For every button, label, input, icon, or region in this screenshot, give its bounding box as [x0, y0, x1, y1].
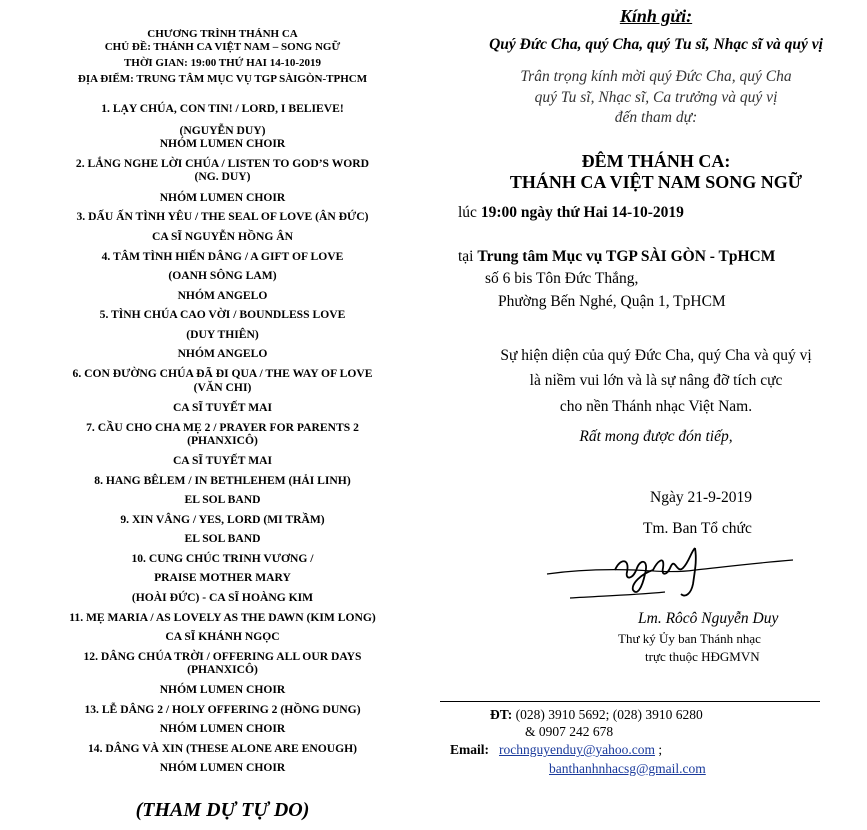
program-line: CA SĨ TUYẾT MAI: [172, 401, 273, 414]
program-line: 9. XIN VÂNG / YES, LORD (MI TRẦM): [120, 513, 325, 526]
presence-line: Sự hiện diện của quý Đức Cha, quý Cha và quý vị: [500, 347, 812, 364]
program-line: (HOÀI ĐỨC) - CA SĨ HOÀNG KIM: [131, 591, 314, 604]
time-prefix: lúc: [458, 204, 481, 221]
recipients: Quý Đức Cha, quý Cha, quý Tu sĩ, Nhạc sĩ và quý vị: [489, 36, 823, 53]
program-line: 13. LỄ DÂNG 2 / HOLY OFFERING 2 (HỒNG DUNG): [84, 703, 361, 716]
signature: [545, 540, 795, 610]
program-line: (VĂN CHI): [193, 381, 252, 394]
program-line: 14. DÂNG VÀ XIN (THESE ALONE ARE ENOUGH): [87, 742, 358, 755]
email-line: [450, 742, 662, 758]
phone-line: [490, 707, 703, 723]
presence-line: cho nền Thánh nhạc Việt Nam.: [559, 398, 753, 415]
program-line: 7. CẦU CHO CHA MẸ 2 / PRAYER FOR PARENTS 2: [86, 421, 359, 434]
program-header-time: THỜI GIAN: 19:00 THỨ HAI 14-10-2019: [123, 57, 322, 69]
signer-role: Thư ký Ủy ban Thánh nhạc: [618, 631, 761, 646]
place-prefix: tại: [458, 248, 478, 265]
event-subtitle: THÁNH CA VIỆT NAM SONG NGỮ: [509, 172, 803, 192]
email-separator: ;: [655, 742, 663, 757]
program-line: 4. TÂM TÌNH HIẾN DÂNG / A GIFT OF LOVE: [101, 250, 344, 263]
event-place: [458, 248, 775, 266]
free-entry-note: (THAM DỰ TỰ DO): [135, 799, 310, 821]
program-line: (DUY THIÊN): [186, 328, 259, 341]
program-line: (PHANXICÔ): [187, 434, 258, 447]
program-line: NHÓM LUMEN CHOIR: [159, 722, 286, 735]
program-line: 1. LẠY CHÚA, CON TIN! / LORD, I BELIEVE!: [101, 102, 344, 115]
program-header-title: CHƯƠNG TRÌNH THÁNH CA: [147, 28, 298, 40]
program-line: 10. CUNG CHÚC TRINH VƯƠNG /: [131, 552, 314, 565]
program-line: NHÓM LUMEN CHOIR: [159, 683, 286, 696]
program-line: (NG. DUY): [194, 170, 251, 183]
program-line: CA SĨ TUYẾT MAI: [172, 454, 273, 467]
program-line: NHÓM LUMEN CHOIR: [159, 137, 286, 150]
invitation-column: [445, 0, 867, 830]
email-label: Email:: [450, 742, 489, 757]
invite-line: Trân trọng kính mời quý Đức Cha, quý Cha: [520, 68, 792, 85]
program-line: NHÓM LUMEN CHOIR: [159, 191, 286, 204]
program-line: 6. CON ĐƯỜNG CHÚA ĐÃ ĐI QUA / THE WAY OF LOVE: [72, 367, 373, 380]
signer-affiliation: trực thuộc HĐGMVN: [645, 649, 760, 664]
place-name: Trung tâm Mục vụ TGP SÀI GÒN - TpHCM: [477, 248, 776, 265]
event-title: ĐÊM THÁNH CA:: [581, 151, 731, 171]
program-line: (PHANXICÔ): [187, 663, 258, 676]
program-line: 11. MẸ MARIA / AS LOVELY AS THE DAWN (KIM LONG): [69, 611, 376, 624]
program-line: EL SOL BAND: [184, 532, 261, 545]
email-link-2[interactable]: banthanhnhacsg@gmail.com: [549, 761, 706, 776]
program-line: 5. TÌNH CHÚA CAO VỜI / BOUNDLESS LOVE: [99, 308, 346, 321]
time-value: 19:00 ngày thứ Hai 14-10-2019: [480, 204, 684, 221]
email-link-1[interactable]: rochnguyenduy@yahoo.com: [499, 742, 656, 757]
salutation: Kính gửi:: [619, 6, 693, 26]
program-line: 8. HANG BÊLEM / IN BETHLEHEM (HẢI LINH): [94, 474, 351, 487]
invite-line: đến tham dự:: [614, 109, 698, 126]
email-line-2: [549, 761, 706, 777]
phone-mobile: & 0907 242 678: [525, 724, 614, 739]
address-line: số 6 bis Tôn Đức Thắng,: [485, 270, 639, 287]
phone-numbers: (028) 3910 5692; (028) 3910 6280: [512, 707, 703, 722]
program-line: CA SĨ NGUYỄN HỒNG ÂN: [151, 230, 294, 243]
closing: Rất mong được đón tiếp,: [579, 428, 733, 445]
presence-line: là niềm vui lớn và là sự nâng đỡ tích cực: [529, 372, 783, 389]
program-header-venue: ĐỊA ĐIỂM: TRUNG TÂM MỤC VỤ TGP SÀIGÒN-TPHCM: [77, 73, 368, 85]
contact-divider: [440, 701, 820, 702]
program-line: 3. DẤU ẤN TÌNH YÊU / THE SEAL OF LOVE (ÂN ĐỨC): [76, 210, 369, 223]
program-header-theme: CHỦ ĐỀ: THÁNH CA VIỆT NAM – SONG NGỮ: [104, 41, 341, 53]
program-line: PRAISE MOTHER MARY: [154, 571, 291, 584]
program-line: EL SOL BAND: [184, 493, 261, 506]
address-line: Phường Bến Nghé, Quận 1, TpHCM: [498, 293, 726, 310]
phone-label: ĐT:: [490, 707, 513, 722]
program-line: NHÓM ANGELO: [177, 289, 268, 302]
program-line: 12. DÂNG CHÚA TRỜI / OFFERING ALL OUR DAYS: [83, 650, 362, 663]
date: Ngày 21-9-2019: [650, 489, 753, 506]
program-line: (OANH SÔNG LAM): [168, 269, 277, 282]
organizer: Tm. Ban Tổ chức: [643, 520, 752, 537]
program-line: 2. LẮNG NGHE LỜI CHÚA / LISTEN TO GOD’S WORD: [75, 157, 370, 170]
signer-name: Lm. Rôcô Nguyễn Duy: [638, 610, 779, 627]
program-line: NHÓM ANGELO: [177, 347, 268, 360]
program-line: (NGUYỄN DUY): [179, 124, 266, 137]
event-time: [458, 204, 684, 222]
program-line: CA SĨ KHÁNH NGỌC: [165, 630, 280, 643]
program-line: NHÓM LUMEN CHOIR: [159, 761, 286, 774]
invite-line: quý Tu sĩ, Nhạc sĩ, Ca trưởng và quý vị: [534, 89, 778, 106]
